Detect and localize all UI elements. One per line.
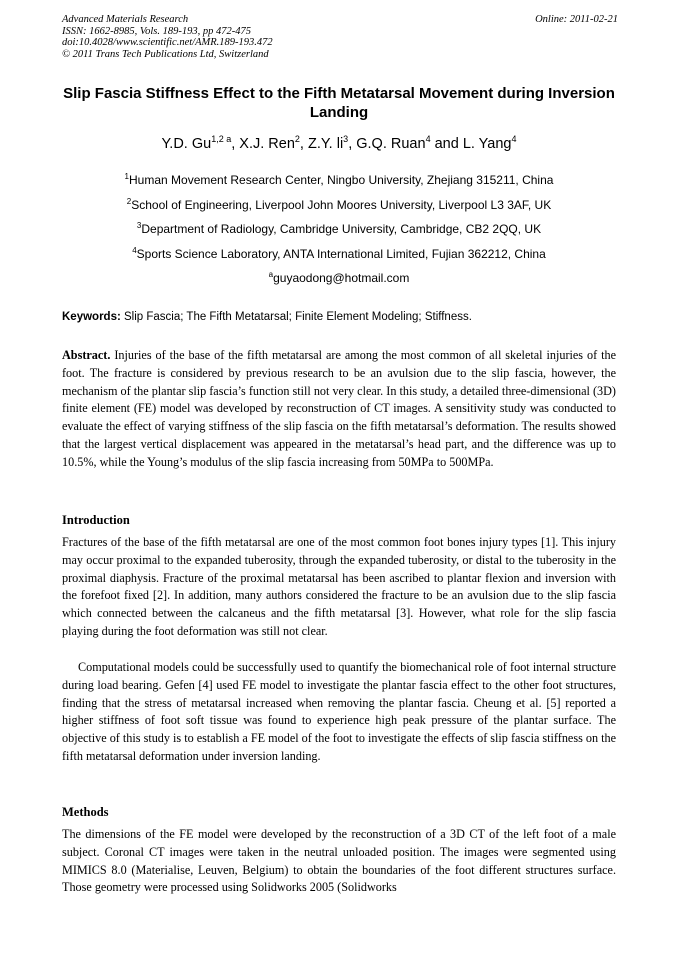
affiliation-marker: 4 [132, 245, 137, 255]
online-date: Online: 2011-02-21 [535, 14, 618, 25]
affiliation-marker: a [268, 270, 274, 280]
introduction-paragraph-1: Fractures of the base of the fifth metatarsal are one of the most common foot bones injury types [1]. This injury may occur proximal to the expanded tuberosity, through the expanded tuberosity, or distal to the tuberosity in the proximal diaphysis. Fracture of the proximal metatarsal has been ascribed to plantar flexion and inversion with the forefoot fixed [2]. In addition, many authors considered the fracture to be an avulsion due to the slip fascia which connected between the calcaneus and the fifth metatarsal [3]. However, what role for the slip fascia playing during the foot deformation was still not clear. [62, 535, 616, 638]
affiliation [62, 195, 616, 220]
methods-paragraph-1: The dimensions of the FE model were developed by the reconstruction of a 3D CT of the left foot of a male subject. Coronal CT images were taken in the neutral unloaded position. The images were segmented using MIMICS 8.0 (Materialise, Leuven, Belgium) to obtain the boundaries of the foot different structures surface. Those geometry were processed using Solidworks 2005 (Solidworks [62, 827, 616, 895]
affiliation-text: Human Movement Research Center, Ningbo University, Zhejiang 315211, China [129, 173, 554, 187]
email-text: guyaodong@hotmail.com [273, 271, 410, 286]
abstract [62, 347, 616, 472]
abstract-label: Abstract. [62, 348, 111, 362]
paper-title: Slip Fascia Stiffness Effect to the Fifth Metatarsal Movement during Inversion Landing [63, 85, 615, 121]
affiliation-list [62, 170, 616, 293]
introduction-paragraph-2: Computational models could be successfully used to quantify the biomechanical role of foot internal structure during load bearing. Gefen [4] used FE model to investigate the plantar fascia effect to the other foot structures, finding that the stress of metatarsal increased when removing the plantar fascia. Cheung et al. [5] reported a higher stiffness of foot soft tissue was found to experience high peak pressure of the plantar surface. The objective of this study is to establish a FE model of the foot to investigate the effects of slip fascia stiffness on the fifth metatarsal deformation under inversion landing. [62, 660, 616, 763]
affiliation-marker: 2 [126, 196, 132, 206]
author-list [62, 135, 616, 153]
author-superscript: 2 [294, 134, 300, 145]
affiliation-text: School of Engineering, Liverpool John Moores University, Liverpool L3 3AF, UK [131, 197, 552, 212]
keywords-label: Keywords: [62, 311, 121, 323]
author-name: , G.Q. Ruan [348, 136, 426, 152]
section-heading-introduction: Introduction [62, 513, 130, 527]
author-name: , X.J. Ren [231, 136, 295, 152]
journal-name: Advanced Materials Research [62, 14, 189, 25]
journal-copyright: © 2011 Trans Tech Publications Ltd, Switzerland [62, 48, 269, 60]
author-superscript: 1,2 a [211, 134, 232, 145]
section-heading-methods: Methods [62, 805, 109, 819]
journal-issn: ISSN: 1662-8985, Vols. 189-193, pp 472-475 [62, 25, 251, 37]
affiliation [62, 244, 616, 269]
author-superscript: 3 [343, 134, 349, 145]
affiliation-text: Department of Radiology, Cambridge University, Cambridge, CB2 2QQ, UK [141, 222, 542, 237]
author-superscript: 4 [511, 134, 517, 145]
author-name: , Z.Y. li [299, 136, 344, 152]
author-name: and L. Yang [430, 136, 512, 152]
abstract-text: Injuries of the base of the fifth metatarsal are among the most common of all skeletal injuries of the foot. The fracture is considered by previous research to be an avulsion due to the slip fascia, however, the mechanism of the plantar slip fascia’s function still not very clear. In this study, a detailed three-dimensional (3D) finite element (FE) model was developed by reconstruction of CT images. A sensitivity study was conducted to evaluate the effect of varying stiffness of the slip fascia on the fifth metatarsal’s deformation. The results showed that the largest vertical displacement was appeared in the metatarsal’s head part, and the difference was up to 10.5%, while the Young’s modulus of the slip fascia increasing from 50MPa to 500MPa. [62, 348, 616, 469]
affiliation-text: Sports Science Laboratory, ANTA International Limited, Fujian 362212, China [136, 246, 546, 261]
affiliation-marker: 3 [136, 221, 142, 231]
keywords [62, 310, 618, 325]
journal-doi: doi:10.4028/www.scientific.net/AMR.189-193.472 [62, 37, 273, 48]
author-superscript: 4 [425, 134, 431, 145]
author-name: Y.D. Gu [161, 136, 212, 152]
journal-header [62, 14, 618, 60]
affiliation [62, 219, 616, 244]
keywords-text: Slip Fascia; The Fifth Metatarsal; Finite Element Modeling; Stiffness. [120, 311, 472, 323]
affiliation-email [62, 268, 616, 293]
affiliation-marker: 1 [124, 172, 129, 181]
affiliation [62, 170, 616, 195]
